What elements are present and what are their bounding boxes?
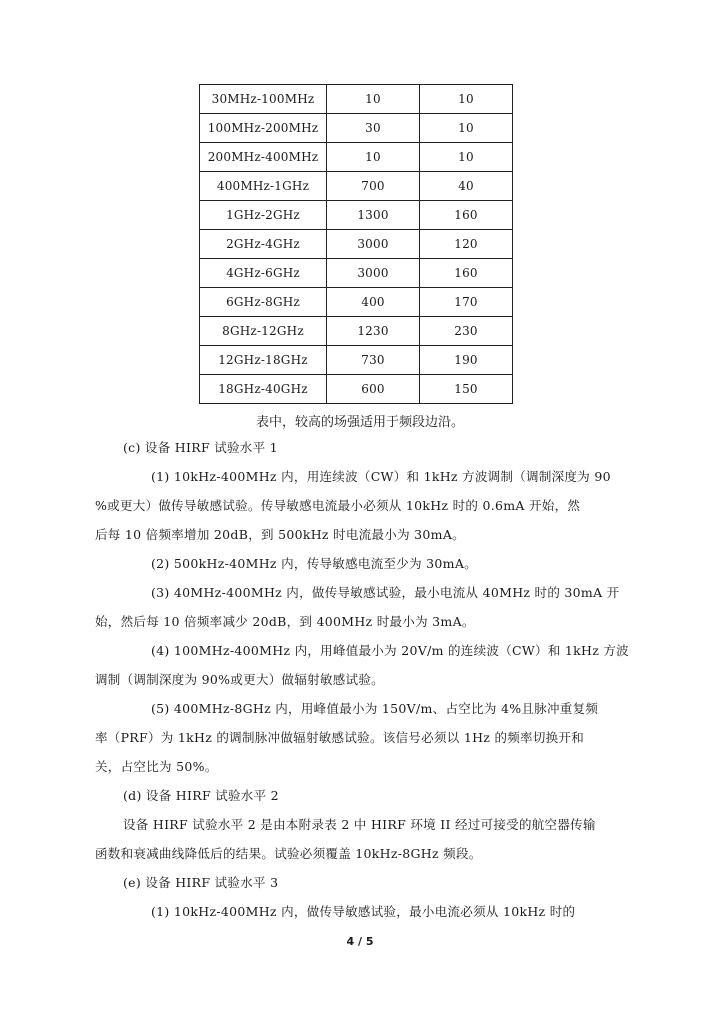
paragraph-line: 始，然后每 10 倍频率减少 20dB，到 400MHz 时最小为 3mA。 — [95, 614, 475, 629]
table-row — [200, 259, 513, 288]
paragraph-line: (5) 400MHz-8GHz 内，用峰值最小为 150V/m、占空比为 4%且脉冲重复频 — [151, 701, 599, 716]
frequency-range-cell: 1GHz-2GHz — [200, 201, 327, 230]
frequency-range-cell: 12GHz-18GHz — [200, 346, 327, 375]
table-row — [200, 375, 513, 404]
paragraph-line: 率（PRF）为 1kHz 的调制脉冲做辐射敏感试验。该信号必须以 1Hz 的频率切换开和 — [95, 730, 585, 745]
value-cell: 10 — [420, 143, 513, 172]
section-heading-d: (d) 设备 HIRF 试验水平 2 — [123, 788, 279, 803]
section-heading-e: (e) 设备 HIRF 试验水平 3 — [123, 875, 279, 890]
table-body — [200, 85, 513, 404]
frequency-range-cell: 2GHz-4GHz — [200, 230, 327, 259]
table-row — [200, 230, 513, 259]
value-cell: 1230 — [327, 317, 420, 346]
paragraph-line: %或更大）做传导敏感试验。传导敏感电流最小必须从 10kHz 时的 0.6mA 开始，然 — [95, 498, 581, 513]
frequency-range-cell: 6GHz-8GHz — [200, 288, 327, 317]
frequency-range-cell: 200MHz-400MHz — [200, 143, 327, 172]
paragraph-line: (3) 40MHz-400MHz 内，做传导敏感试验，最小电流从 40MHz 时的 30mA 开 — [151, 585, 620, 600]
frequency-range-cell: 30MHz-100MHz — [200, 85, 327, 114]
value-cell: 700 — [327, 172, 420, 201]
table-row — [200, 288, 513, 317]
value-cell: 400 — [327, 288, 420, 317]
paragraph-line: 后每 10 倍频率增加 20dB，到 500kHz 时电流最小为 30mA。 — [95, 527, 465, 542]
paragraph-line: (4) 100MHz-400MHz 内，用峰值最小为 20V/m 的连续波（CW）和 1kHz 方波 — [151, 643, 629, 658]
page-number: 4 / 5 — [346, 935, 374, 948]
value-cell: 170 — [420, 288, 513, 317]
frequency-range-cell: 100MHz-200MHz — [200, 114, 327, 143]
frequency-field-table — [199, 84, 513, 404]
frequency-range-cell: 18GHz-40GHz — [200, 375, 327, 404]
paragraph-line: 函数和衰减曲线降低后的结果。试验必须覆盖 10kHz-8GHz 频段。 — [95, 846, 482, 861]
table-row — [200, 317, 513, 346]
value-cell: 10 — [420, 114, 513, 143]
value-cell: 730 — [327, 346, 420, 375]
value-cell: 3000 — [327, 230, 420, 259]
section-heading-c: (c) 设备 HIRF 试验水平 1 — [123, 440, 278, 455]
value-cell: 600 — [327, 375, 420, 404]
paragraph-line: 关，占空比为 50%。 — [95, 759, 218, 774]
table-row — [200, 85, 513, 114]
frequency-range-cell: 400MHz-1GHz — [200, 172, 327, 201]
paragraph-line: 设备 HIRF 试验水平 2 是由本附录表 2 中 HIRF 环境 II 经过可接受的航空器传输 — [123, 817, 596, 832]
paragraph-line: 调制（调制深度为 90%或更大）做辐射敏感试验。 — [95, 672, 384, 687]
table-caption: 表中，较高的场强适用于频段边沿。 — [255, 415, 464, 430]
value-cell: 10 — [327, 143, 420, 172]
value-cell: 230 — [420, 317, 513, 346]
value-cell: 10 — [420, 85, 513, 114]
value-cell: 30 — [327, 114, 420, 143]
value-cell: 3000 — [327, 259, 420, 288]
table-row — [200, 114, 513, 143]
table-row — [200, 346, 513, 375]
value-cell: 190 — [420, 346, 513, 375]
paragraph-line: (1) 10kHz-400MHz 内，做传导敏感试验，最小电流必须从 10kHz 时的 — [151, 904, 576, 919]
frequency-range-cell: 8GHz-12GHz — [200, 317, 327, 346]
table-row — [200, 201, 513, 230]
value-cell: 150 — [420, 375, 513, 404]
value-cell: 120 — [420, 230, 513, 259]
value-cell: 10 — [327, 85, 420, 114]
frequency-range-cell: 4GHz-6GHz — [200, 259, 327, 288]
value-cell: 160 — [420, 259, 513, 288]
value-cell: 40 — [420, 172, 513, 201]
value-cell: 160 — [420, 201, 513, 230]
value-cell: 1300 — [327, 201, 420, 230]
table-row — [200, 143, 513, 172]
paragraph-line: (2) 500kHz-40MHz 内，传导敏感电流至少为 30mA。 — [151, 556, 477, 571]
table-row — [200, 172, 513, 201]
paragraph-line: (1) 10kHz-400MHz 内，用连续波（CW）和 1kHz 方波调制（调制深度为 90 — [151, 469, 611, 484]
